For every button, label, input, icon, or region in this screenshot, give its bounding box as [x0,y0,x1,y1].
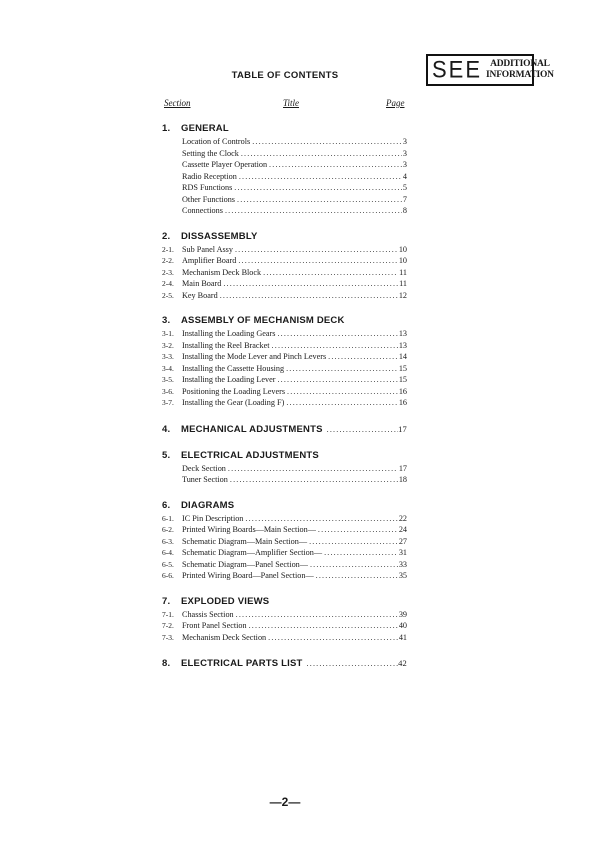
section-number: 7. [162,595,171,607]
entry-title: Installing the Loading Lever [182,375,276,384]
table-of-contents [162,122,407,683]
dot-leader [235,244,398,256]
entry-title: Installing the Mode Lever and Pinch Levers [182,352,327,361]
toc-entry [162,182,407,194]
dot-leader [225,205,402,217]
section-heading [162,122,407,136]
section-number: 3. [162,315,171,326]
toc-section [162,595,407,644]
entry-title: Location of Controls [182,137,251,146]
entry-title: Printed Wiring Boards—Main Section— [182,525,316,534]
toc-entry [162,620,407,632]
entry-page: 10 [398,244,407,254]
dot-leader [310,559,398,571]
section-number: 8. [162,658,171,669]
section-page: 42 [398,658,407,668]
toc-entry [162,536,407,548]
toc-section [162,656,407,670]
entry-page: 17 [398,463,407,473]
dot-leader [263,267,398,279]
entry-page: 40 [398,621,407,630]
entry-page: 11 [399,267,407,277]
entry-number: 6-4. [162,548,174,557]
entry-page: 15 [398,363,407,373]
entry-title: RDS Functions [182,183,233,192]
entry-title: Tuner Section [182,475,228,484]
toc-entry [162,194,407,206]
entry-page: 5 [402,183,407,192]
toc-entry [162,570,407,582]
toc-entry [162,278,407,290]
section-heading [162,449,407,463]
section-heading [162,656,407,670]
toc-entry [162,148,407,160]
dot-leader [236,609,398,621]
entry-title: Schematic Diagram—Amplifier Section— [182,548,323,557]
entry-page: 22 [398,513,407,523]
dot-leader [234,182,402,194]
entry-page: 41 [398,632,407,642]
entry-page: 35 [398,571,407,580]
entry-page: 31 [398,548,407,557]
entry-number: 3-1. [162,329,174,338]
toc-section [162,422,407,436]
entry-title: Sub Panel Assy [182,244,233,254]
entry-number: 3-6. [162,386,174,396]
section-heading [162,230,407,244]
dot-leader [239,171,402,183]
section-page: 17 [398,423,407,434]
toc-section [162,449,407,486]
entry-title: Printed Wiring Board—Panel Section— [182,571,314,580]
toc-entry [162,609,407,621]
dot-leader [309,536,398,548]
page-number: —2— [269,795,301,809]
section-title: MECHANICAL ADJUSTMENTS [181,423,323,435]
entry-number: 3-5. [162,375,174,384]
entry-title: Key Board [182,290,218,300]
dot-leader [269,159,402,171]
toc-entry [162,374,407,386]
section-number: 1. [162,123,171,134]
entry-number: 7-3. [162,632,174,642]
toc-entry [162,136,407,148]
entry-title: Connections [182,206,223,215]
dot-leader [287,386,398,398]
column-header-section: Section [164,98,191,108]
entry-title: Other Functions [182,194,235,204]
dot-leader [316,570,398,582]
entry-page: 13 [398,329,407,338]
entry-title: Installing the Loading Gears [182,329,276,338]
section-title: GENERAL [181,123,229,134]
dot-leader [328,351,398,363]
column-header-title: Title [283,98,300,108]
dot-leader [228,463,398,475]
dot-leader [307,657,399,671]
section-title: DISSASSEMBLY [181,230,258,242]
toc-entry [162,351,407,363]
toc-section [162,499,407,582]
page-title: TABLE OF CONTENTS [231,70,339,81]
toc-entry [162,171,407,183]
entry-number: 3-3. [162,352,174,361]
dot-leader [230,474,398,486]
entry-title: Front Panel Section [182,621,247,630]
dot-leader [223,278,398,290]
entry-number: 3-7. [162,398,174,407]
dot-leader [249,620,398,632]
entry-page: 16 [398,386,407,396]
section-number: 5. [162,449,171,461]
toc-entry [162,547,407,559]
toc-entry [162,513,407,525]
toc-entry [162,386,407,398]
dot-leader [277,328,397,340]
dot-leader [324,547,398,559]
entry-title: Positioning the Loading Levers [182,386,286,396]
entry-page: 8 [402,206,407,215]
dot-leader [245,513,397,525]
section-title: DIAGRAMS [181,499,235,511]
toc-section [162,314,407,409]
section-heading [162,422,407,436]
entry-page: 3 [402,148,407,158]
section-title: EXPLODED VIEWS [181,595,270,607]
toc-entry [162,632,407,644]
entry-title: Installing the Gear (Loading F) [182,398,285,407]
entry-number: 7-1. [162,609,174,619]
entry-page: 18 [398,475,407,484]
dot-leader [318,524,398,536]
entry-title: Deck Section [182,463,226,473]
dot-leader [237,194,402,206]
dot-leader [220,290,398,302]
toc-entry [162,255,407,267]
toc-entry [162,363,407,375]
toc-entry [162,290,407,302]
toc-entry [162,328,407,340]
entry-title: Mechanism Deck Block [182,267,262,277]
entry-number: 2-1. [162,244,174,254]
section-heading [162,314,407,328]
toc-entry [162,267,407,279]
entry-page: 33 [398,559,407,569]
entry-title: Cassette Player Operation [182,160,268,169]
toc-entry [162,559,407,571]
entry-page: 13 [398,340,407,350]
entry-page: 10 [398,256,407,265]
toc-entry [162,474,407,486]
entry-page: 39 [398,609,407,619]
entry-title: IC Pin Description [182,513,244,523]
section-title: ELECTRICAL PARTS LIST [181,658,303,669]
entry-title: Schematic Diagram—Panel Section— [182,559,308,569]
dot-leader [238,255,397,267]
entry-title: Setting the Clock [182,148,239,158]
entry-page: 12 [398,290,407,300]
toc-entry [162,159,407,171]
entry-number: 6-3. [162,536,174,546]
toc-entry [162,463,407,475]
dot-leader [286,397,397,409]
toc-section [162,122,407,217]
entry-page: 27 [398,536,407,546]
entry-number: 6-1. [162,513,174,523]
section-number: 6. [162,499,171,511]
entry-title: Schematic Diagram—Main Section— [182,536,308,546]
section-title: ASSEMBLY OF MECHANISM DECK [181,315,345,326]
entry-number: 7-2. [162,621,174,630]
dot-leader [327,423,398,437]
toc-entry [162,340,407,352]
entry-number: 6-6. [162,571,174,580]
entry-page: 3 [402,137,407,146]
dot-leader [268,632,398,644]
section-heading [162,595,407,609]
section-number: 4. [162,423,171,435]
dot-leader [241,148,402,160]
dot-leader [252,136,402,148]
toc-entry [162,397,407,409]
entry-page: 7 [402,194,407,204]
entry-number: 3-2. [162,340,174,350]
entry-page: 3 [402,160,407,169]
toc-entry [162,205,407,217]
entry-number: 2-4. [162,279,174,288]
section-heading [162,499,407,513]
entry-title: Chassis Section [182,609,234,619]
entry-number: 2-5. [162,290,174,300]
entry-title: Installing the Cassette Housing [182,363,285,373]
toc-section [162,230,407,302]
entry-number: 6-5. [162,559,174,569]
stamp-see-text: SEE [432,55,483,84]
section-title: ELECTRICAL ADJUSTMENTS [181,449,319,461]
entry-title: Amplifier Board [182,256,237,265]
entry-number: 3-4. [162,363,174,373]
stamp-line-1: ADDITIONAL [490,59,550,69]
entry-number: 2-3. [162,267,174,277]
dot-leader [277,374,397,386]
dot-leader [272,340,398,352]
entry-page: 24 [398,525,407,534]
toc-entry [162,244,407,256]
entry-number: 6-2. [162,525,174,534]
entry-page: 11 [399,279,407,288]
entry-number: 2-2. [162,256,174,265]
column-header-page: Page [386,98,405,108]
stamp-line-2: INFORMATION [486,70,554,80]
entry-page: 14 [398,352,407,361]
entry-title: Installing the Reel Bracket [182,340,270,350]
entry-page: 15 [398,375,407,384]
dot-leader [286,363,398,375]
section-number: 2. [162,230,171,242]
entry-title: Mechanism Deck Section [182,632,267,642]
toc-entry [162,524,407,536]
entry-title: Radio Reception [182,171,237,181]
entry-page: 16 [398,398,407,407]
entry-title: Main Board [182,279,222,288]
entry-page: 4 [402,171,407,181]
